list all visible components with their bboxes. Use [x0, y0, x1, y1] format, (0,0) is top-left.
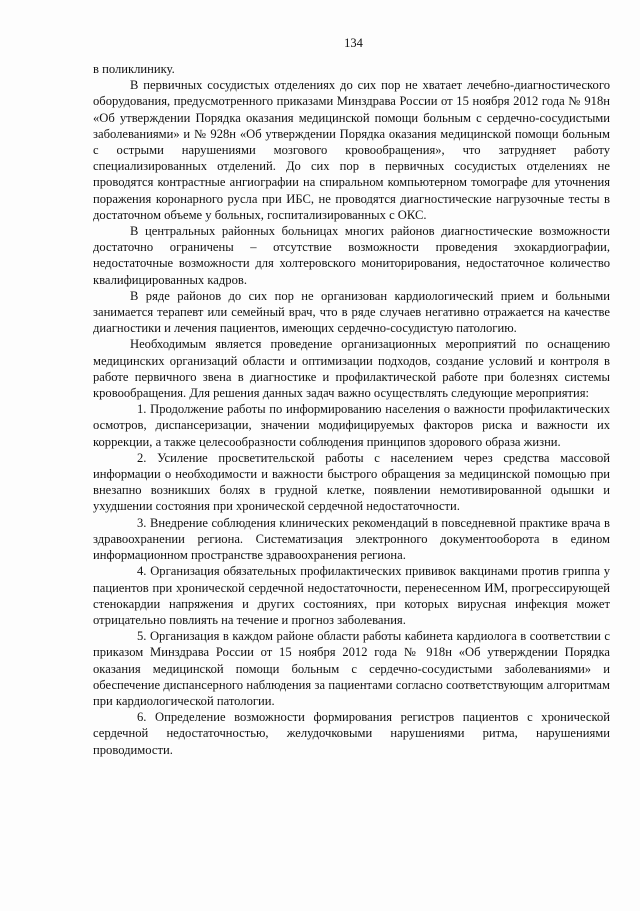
- paragraph-district-hospitals: В центральных районных больницах многих районов диагностические возможности достаточно ограничены – отсутствие возможности проведения эхокардиографии, недостаточные возможности для холтеровского мониторирования, недостаточное количество квалифицированных кадров.: [93, 224, 610, 287]
- body-text: [93, 61, 610, 758]
- list-item: 4. Организация обязательных профилактических прививок вакцинами против гриппа у пациентов при хронической сердечной недостаточности, перенесенном ИМ, прогрессирующей стенокардии напряжения и других состояниях, при которых вирусная инфекция может отрицательно повлиять на течение и прогноз заболевания.: [93, 564, 610, 627]
- paragraph-cardiology-reception: В ряде районов до сих пор не организован кардиологический прием и больными занимается терапевт или семейный врач, что в ряде случаев негативно отражается на качестве диагностики и лечения пациентов, имеющих сердечно-сосудистую патологию.: [93, 288, 610, 336]
- list-item: 3. Внедрение соблюдения клинических рекомендаций в повседневной практике врача в здравоохранении региона. Систематизация электронного документооборота в едином информационном пространстве здравоохранения региона.: [93, 515, 610, 563]
- paragraph-equipment-shortage: В первичных сосудистых отделениях до сих пор не хватает лечебно-диагностического оборудования, предусмотренного приказами Минздрава России от 15 ноября 2012 года № 918н «Об утверждении Порядка оказания медицинской помощи больным с сердечно-сосудистыми заболеваниями» и № 928н «Об утверждении Порядка оказания медицинской помощи больным с острыми нарушениями мозгового кровообращения», что затрудняет работу специализированных отделений. До сих пор в первичных сосудистых отделениях не проводятся контрастные ангиографии на спиральном компьютерном томографе для уточнения поражения коронарного русла при ИБС, не проводятся диагностические нагрузочные тесты в достаточном объеме у больных, госпитализированных с ОКС.: [93, 78, 610, 222]
- list-item: 2. Усиление просветительской работы с населением через средства массовой информации о необходимости и важности быстрого обращения за медицинской помощью при внезапно возникших болях в грудной клетке, появлении немотивированной одышки и ухудшении состояния при хронической сердечной недостаточности.: [93, 450, 610, 514]
- paragraph-measures-intro: Необходимым является проведение организационных мероприятий по оснащению медицинских организаций области и оптимизации подходов, создание условий и контроля в работе первичного звена в диагностике и профилактической работе при болезнях системы кровообращения. Для решения данных задач важно осуществлять следующие мероприятия:: [93, 337, 610, 401]
- list-item: 6. Определение возможности формирования регистров пациентов с хронической сердечной недостаточностью, желудочковыми нарушениями ритма, нарушениями проводимости.: [93, 710, 610, 757]
- page-number: 134: [344, 36, 363, 50]
- list-item: 5. Организация в каждом районе области работы кабинета кардиолога в соответствии с приказом Минздрава России от 15 ноября 2012 года № 918н «Об утверждении Порядка оказания медицинской помощи больным с сердечно-сосудистыми заболеваниями» и обеспечение диспансерного наблюдения за пациентами согласно соответствующим алгоритмам при кардиологической патологии.: [93, 629, 610, 708]
- paragraph-continuation: в поликлинику.: [93, 62, 175, 76]
- list-item: 1. Продолжение работы по информированию населения о важности профилактических осмотров, диспансеризации, значении модифицируемых факторов риска и важности их коррекции, а также целесообразности соблюдения принципов здорового образа жизни.: [93, 402, 610, 449]
